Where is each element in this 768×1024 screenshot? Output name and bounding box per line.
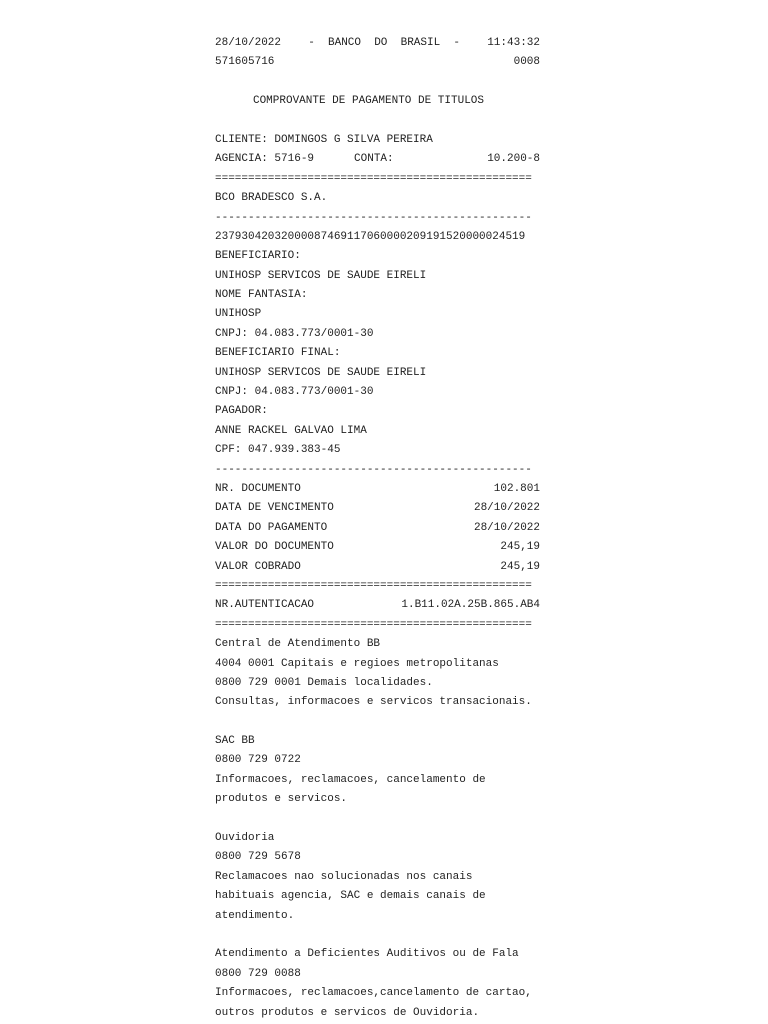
authentication-label: NR.AUTENTICACAO (215, 599, 315, 612)
detail-value: 28/10/2022 (473, 502, 540, 515)
central-line: 4004 0001 Capitais e regioes metropolitanas (215, 657, 499, 670)
ouvidoria-line: atendimento. (215, 909, 295, 922)
detail-label: DATA DO PAGAMENTO (215, 521, 328, 534)
ouvidoria-line: 0800 729 5678 (215, 851, 301, 864)
party-line: BENEFICIARIO: (215, 250, 301, 263)
detail-label: VALOR DO DOCUMENTO (215, 541, 334, 554)
detail-label: VALOR COBRADO (215, 560, 301, 573)
central-line: Consultas, informacoes e servicos transacionais. (215, 696, 532, 709)
party-line: UNIHOSP (215, 308, 262, 321)
party-line: UNIHOSP SERVICOS DE SAUDE EIRELI (215, 269, 427, 282)
authentication-value: 1.B11.02A.25B.865.AB4 (401, 599, 540, 612)
detail-label: DATA DE VENCIMENTO (215, 502, 334, 515)
sac-line: SAC BB (215, 735, 255, 748)
double-separator: ================================================ (215, 618, 532, 631)
detail-row (215, 499, 540, 518)
receipt-header (215, 34, 540, 53)
party-line: NOME FANTASIA: (215, 289, 308, 302)
payment-receipt (215, 34, 540, 1023)
party-line: PAGADOR: (215, 405, 268, 418)
detail-row (215, 558, 540, 577)
ouvidoria-line: Reclamacoes nao solucionadas nos canais (215, 870, 473, 883)
account-value: 10.200-8 (487, 153, 540, 166)
spacer (215, 926, 540, 945)
detail-value: 245,19 (500, 560, 540, 573)
central-line: 0800 729 0001 Demais localidades. (215, 676, 433, 689)
spacer (215, 73, 540, 92)
receipt-title: COMPROVANTE DE PAGAMENTO DE TITULOS (252, 95, 485, 108)
party-line: CNPJ: 04.083.773/0001-30 (215, 327, 374, 340)
sac-line: Informacoes, reclamacoes, cancelamento de (215, 773, 486, 786)
central-line: Central de Atendimento BB (215, 638, 381, 651)
client-name: CLIENTE: DOMINGOS G SILVA PEREIRA (215, 133, 433, 146)
spacer (215, 112, 540, 131)
detail-value: 245,19 (500, 541, 540, 554)
deficientes-line: 0800 729 0088 (215, 967, 301, 980)
detail-row (215, 519, 540, 538)
authentication-row (215, 596, 540, 615)
detail-value: 102.801 (493, 482, 540, 495)
party-line: BENEFICIARIO FINAL: (215, 347, 341, 360)
header-time: 11:43:32 (487, 37, 540, 49)
barcode-number: 23793042032000087469117060000209191520000024519 (215, 230, 526, 243)
party-line: ANNE RACKEL GALVAO LIMA (215, 424, 367, 437)
double-separator: ================================================ (215, 172, 532, 185)
agency: AGENCIA: 5716-9 (215, 153, 315, 166)
sac-line: 0800 729 0722 (215, 754, 301, 767)
detail-value: 28/10/2022 (473, 521, 540, 534)
detail-row (215, 480, 540, 499)
deficientes-line: Atendimento a Deficientes Auditivos ou de Fala (215, 948, 519, 961)
terminal-number: 571605716 (215, 56, 275, 69)
ouvidoria-line: Ouvidoria (215, 832, 275, 845)
single-separator: ------------------------------------------------ (215, 463, 532, 476)
spacer (215, 713, 540, 732)
receipt-terminal-row (215, 53, 540, 72)
deficientes-line: outros produtos e servicos de Ouvidoria. (215, 1006, 480, 1019)
double-separator: ================================================ (215, 579, 532, 592)
detail-label: NR. DOCUMENTO (215, 482, 301, 495)
party-line: CNPJ: 04.083.773/0001-30 (215, 386, 374, 399)
bank-name: BCO BRADESCO S.A. (215, 192, 328, 205)
spacer (215, 810, 540, 829)
party-line: UNIHOSP SERVICOS DE SAUDE EIRELI (215, 366, 427, 379)
header-date: 28/10/2022 (215, 37, 282, 49)
account-label: CONTA: (354, 153, 394, 166)
detail-row (215, 538, 540, 557)
deficientes-line: Informacoes, reclamacoes,cancelamento de cartao, (215, 987, 532, 1000)
single-separator: ------------------------------------------------ (215, 211, 532, 224)
header-bank: - BANCO DO BRASIL - (308, 37, 461, 49)
sequence-number: 0008 (513, 56, 540, 69)
account-row (215, 150, 540, 169)
sac-line: produtos e servicos. (215, 793, 348, 806)
party-line: CPF: 047.939.383-45 (215, 444, 341, 457)
ouvidoria-line: habituais agencia, SAC e demais canais de (215, 890, 486, 903)
